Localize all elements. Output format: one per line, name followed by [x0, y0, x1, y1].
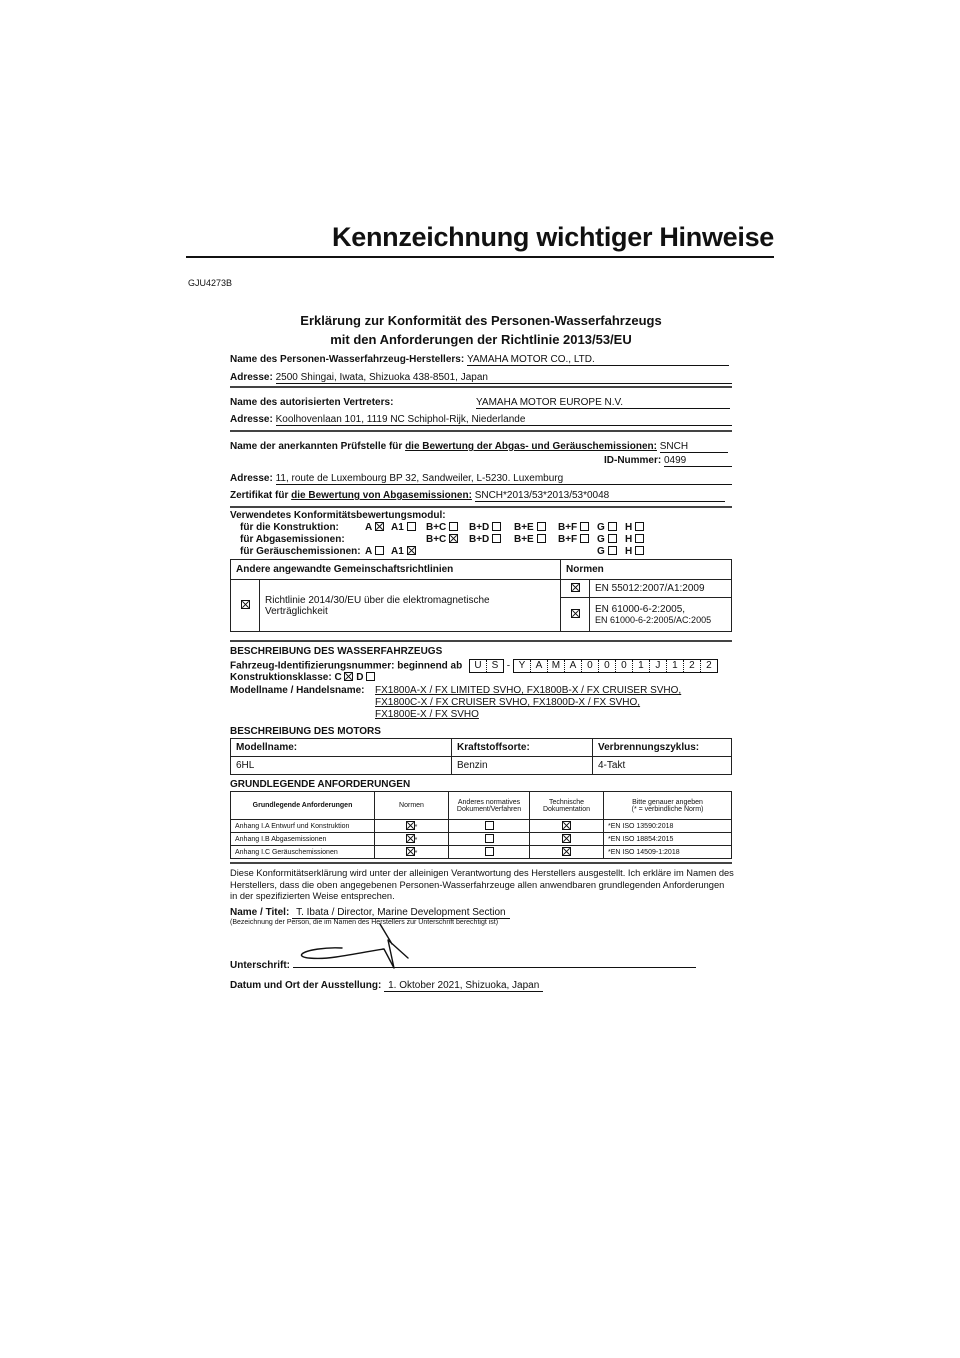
name-title-value: T. Ibata / Director, Marine Development Section — [292, 907, 510, 919]
module-be: B+E — [514, 534, 546, 545]
hin-row — [230, 659, 732, 673]
representative-label: Name des autorisierten Vertreters: — [230, 397, 394, 408]
engine-fuel-header: Kraftstoffsorte: — [452, 739, 593, 757]
checkbox-empty — [492, 522, 501, 531]
checkbox-checked — [562, 847, 571, 856]
module-a1: A1 — [391, 546, 416, 557]
req-col-requirements: Grundlegende Anforderungen — [231, 792, 375, 820]
req-tech-cell — [530, 846, 604, 859]
manufacturer-address-row — [230, 372, 732, 384]
document-code: GJU4273B — [188, 278, 233, 288]
engine-heading: BESCHREIBUNG DES MOTORS — [230, 726, 381, 737]
checkbox-empty — [537, 534, 546, 543]
class-d-label: D — [356, 672, 364, 683]
id-number-row — [230, 455, 732, 467]
engine-table — [230, 738, 732, 775]
req-col-technical: Technische Dokumentation — [530, 792, 604, 820]
page-title: Kennzeichnung wichtiger Hinweise — [332, 222, 774, 252]
noise-label: für Geräuschemissionen: — [240, 546, 361, 557]
model-row — [230, 685, 732, 696]
req-name: Anhang I.C Geräuschemissionen — [231, 846, 375, 859]
model-line-2: FX1800C-X / FX CRUISER SVHO, FX1800D-X / FX SVHO, — [375, 697, 641, 708]
manufacturer-value: YAMAHA MOTOR CO., LTD. — [467, 354, 729, 366]
representative-address-value: Koolhovenlaan 101, 1119 NC Schiphol-Rijk, Niederlande — [276, 414, 732, 426]
directives-header: Andere angewandte Gemeinschaftsrichtlinien — [231, 560, 561, 580]
norms-header: Normen — [561, 560, 732, 580]
norm1-checkbox-cell — [561, 580, 590, 598]
checkbox-empty — [580, 534, 589, 543]
checkbox-empty — [635, 534, 644, 543]
exhaust-label: für Abgasemissionen: — [240, 534, 345, 545]
requirements-heading: GRUNDLEGENDE ANFORDERUNGEN — [230, 779, 411, 790]
date-row — [230, 980, 732, 992]
module-be: B+E — [514, 522, 546, 533]
modules-grid — [240, 522, 740, 562]
model-line-1: FX1800A-X / FX LIMITED SVHO, FX1800B-X / FX CRUISER SVHO, — [375, 685, 682, 696]
module-h: H — [625, 534, 644, 545]
signature-row — [230, 957, 732, 971]
checkbox-checked — [562, 821, 571, 830]
module-h: H — [625, 546, 644, 557]
module-bc: B+C — [426, 534, 458, 545]
req-other-cell — [449, 846, 530, 859]
req-spec: *EN ISO 13590:2018 — [604, 820, 732, 833]
module-h: H — [625, 522, 644, 533]
class-label: Konstruktionsklasse: C — [230, 672, 342, 683]
declaration-statement: Diese Konformitätserklärung wird unter der alleinigen Verantwortung des Herstellers ausgestellt. Ich erkläre im Namen des Herstellers, dass die oben angegebenen Personen-Wasserfahrzeuge allen anwendbaren grundlegenden Anforderungen in der spezifizierten Weise entsprechen. — [230, 868, 734, 901]
class-row — [230, 672, 732, 683]
notified-body-address-value: 11, route de Luxembourg BP 32, Sandweiler, L-5230. Luxemburg — [276, 473, 732, 485]
directive-checkbox-cell — [231, 580, 260, 632]
checkbox-empty — [449, 522, 458, 531]
engine-cycle-header: Verbrennungszyklus: — [593, 739, 732, 757]
notified-body-address-label: Adresse: — [230, 473, 273, 484]
section-divider — [230, 430, 732, 432]
checkbox-checked — [344, 672, 353, 681]
module-bf: B+F — [558, 534, 589, 545]
req-norm-cell: * — [375, 833, 449, 846]
req-col-norms: Normen — [375, 792, 449, 820]
id-number-value: 0499 — [664, 455, 732, 467]
req-name: Anhang I.B Abgasemissionen — [231, 833, 375, 846]
manufacturer-label: Name des Personen-Wasserfahrzeug-Herstellers: — [230, 354, 465, 365]
certificate-value: SNCH*2013/53*2013/53*0048 — [475, 490, 725, 502]
directives-table — [230, 559, 732, 632]
title-rule — [186, 256, 774, 258]
hin-manufacturer-code: Y A M A 0 0 0 1 J 1 2 2 — [513, 659, 718, 673]
engine-model-value: 6HL — [231, 757, 452, 775]
req-col-other: Anderes normatives Dokument/Verfahren — [449, 792, 530, 820]
declaration-heading-1: Erklärung zur Konformität des Personen-Wasserfahrzeugs — [300, 313, 662, 328]
requirements-table — [230, 791, 732, 859]
section-divider — [230, 506, 732, 508]
hin-label: Fahrzeug-Identifizierungsnummer: beginnend ab — [230, 660, 463, 672]
checkbox-empty — [492, 534, 501, 543]
checkbox-empty — [485, 821, 494, 830]
checkbox-checked — [375, 522, 384, 531]
checkbox-empty — [375, 546, 384, 555]
section-divider — [230, 640, 732, 642]
checkbox-checked — [571, 609, 580, 618]
checkbox-checked — [562, 834, 571, 843]
hin-dash: - — [506, 660, 511, 672]
section-divider — [230, 862, 732, 864]
notified-body-value: SNCH — [660, 441, 728, 453]
representative-address-label: Adresse: — [230, 414, 273, 425]
manufacturer-address-label: Adresse: — [230, 372, 273, 383]
construction-label: für die Konstruktion: — [240, 522, 339, 533]
req-tech-cell — [530, 820, 604, 833]
craft-heading: BESCHREIBUNG DES WASSERFAHRZEUGS — [230, 646, 443, 657]
req-other-cell — [449, 833, 530, 846]
declaration-heading-2: mit den Anforderungen der Richtlinie 2013/53/EU — [330, 332, 632, 347]
name-title-label: Name / Titel: — [230, 907, 290, 918]
notified-body-row — [230, 441, 732, 453]
signature-line — [293, 957, 696, 968]
req-spec: *EN ISO 14509-1:2018 — [604, 846, 732, 859]
checkbox-empty — [485, 834, 494, 843]
date-label: Datum und Ort der Ausstellung: — [230, 980, 382, 991]
norm1: EN 55012:2007/A1:2009 — [590, 580, 732, 598]
checkbox-empty — [608, 534, 617, 543]
norm2-checkbox-cell — [561, 598, 590, 632]
table-row — [231, 846, 732, 859]
module-g: G — [597, 522, 617, 533]
certificate-scope: die Bewertung von Abgasemissionen: — [291, 490, 472, 501]
hin-country-code: U S — [469, 659, 504, 673]
checkbox-checked — [241, 600, 250, 609]
name-title-note: (Bezeichnung der Person, die im Namen des Herstellers zur Unterschrift berechtigt ist) — [230, 919, 499, 926]
req-tech-cell — [530, 833, 604, 846]
checkbox-empty — [635, 522, 644, 531]
representative-value: YAMAHA MOTOR EUROPE N.V. — [476, 397, 730, 409]
table-row — [231, 833, 732, 846]
signature-label: Unterschrift: — [230, 960, 291, 971]
req-name: Anhang I.A Entwurf und Konstruktion — [231, 820, 375, 833]
engine-model-header: Modellname: — [231, 739, 452, 757]
req-spec: *EN ISO 18854:2015 — [604, 833, 732, 846]
module-g: G — [597, 534, 617, 545]
modules-heading: Verwendetes Konformitätsbewertungsmodul: — [230, 510, 446, 521]
checkbox-empty — [580, 522, 589, 531]
module-bf: B+F — [558, 522, 589, 533]
checkbox-checked — [449, 534, 458, 543]
checkbox-empty — [366, 672, 375, 681]
checkbox-checked — [406, 834, 415, 843]
notified-body-label: Name der anerkannten Prüfstelle für — [230, 441, 403, 452]
date-value: 1. Oktober 2021, Shizuoka, Japan — [384, 980, 543, 992]
checkbox-checked — [407, 546, 416, 555]
norm2: EN 61000-6-2:2005, EN 61000-6-2:2005/AC:2005 — [590, 598, 732, 632]
engine-fuel-value: Benzin — [452, 757, 593, 775]
checkbox-empty — [485, 847, 494, 856]
model-line-3: FX1800E-X / FX SVHO — [375, 709, 479, 720]
id-number-label: ID-Nummer: — [603, 455, 662, 466]
checkbox-empty — [407, 522, 416, 531]
notified-body-scope: die Bewertung der Abgas- und Geräuschemissionen: — [405, 441, 657, 452]
table-row — [231, 820, 732, 833]
module-bd: B+D — [469, 534, 501, 545]
module-bd: B+D — [469, 522, 501, 533]
req-other-cell — [449, 820, 530, 833]
manufacturer-row — [230, 354, 732, 366]
representative-row — [230, 397, 732, 409]
model-label: Modellname / Handelsname: — [230, 685, 365, 696]
manufacturer-address-value: 2500 Shingai, Iwata, Shizuoka 438-8501, Japan — [276, 372, 732, 384]
module-a1: A1 — [391, 522, 416, 533]
module-a: A — [365, 546, 384, 557]
req-col-specify: Bitte genauer angeben (* = verbindliche Norm) — [604, 792, 732, 820]
notified-body-address-row — [230, 473, 732, 485]
engine-cycle-value: 4-Takt — [593, 757, 732, 775]
representative-address-row — [230, 414, 732, 426]
certificate-row — [230, 490, 732, 502]
module-a: A — [365, 522, 384, 533]
certificate-label: Zertifikat für — [230, 490, 289, 501]
req-norm-cell: * — [375, 820, 449, 833]
checkbox-empty — [635, 546, 644, 555]
module-g: G — [597, 546, 617, 557]
checkbox-checked — [571, 583, 580, 592]
checkbox-checked — [406, 847, 415, 856]
directive-name: Richtlinie 2014/30/EU über die elektromagnetische Verträglichkeit — [260, 580, 561, 632]
req-norm-cell: * — [375, 846, 449, 859]
module-bc: B+C — [426, 522, 458, 533]
checkbox-empty — [608, 522, 617, 531]
checkbox-empty — [608, 546, 617, 555]
checkbox-checked — [406, 821, 415, 830]
checkbox-empty — [537, 522, 546, 531]
section-divider — [230, 386, 732, 388]
